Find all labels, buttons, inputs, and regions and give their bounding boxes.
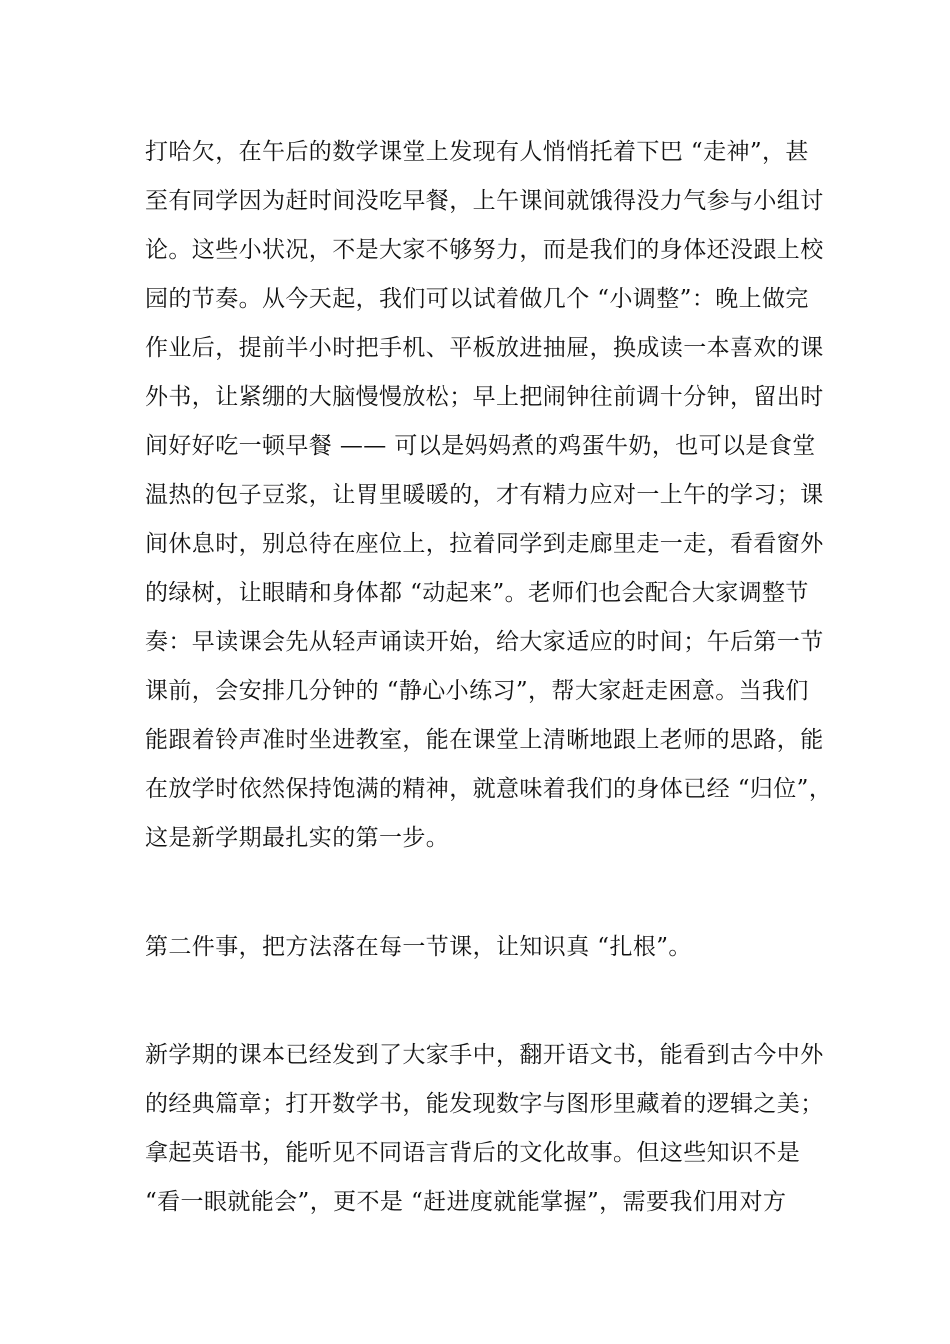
paragraph-line: 作业后，提前半小时把手机、平板放进抽屉，换成读一本喜欢的课 bbox=[145, 335, 824, 361]
paragraph-line: 的经典篇章；打开数学书，能发现数字与图形里藏着的逻辑之美； bbox=[145, 1091, 824, 1117]
paragraph-line: 在放学时依然保持饱满的精神，就意味着我们的身体已经 “归位”， bbox=[145, 776, 833, 802]
section-heading: 第二件事，把方法落在每一节课，让知识真 “扎根”。 bbox=[145, 934, 692, 960]
paragraph-line: 至有同学因为赶时间没吃早餐，上午课间就饿得没力气参与小组讨 bbox=[145, 188, 824, 214]
paragraph-line: 外书，让紧绷的大脑慢慢放松；早上把闹钟往前调十分钟，留出时 bbox=[145, 384, 824, 410]
paragraph-line: 奏：早读课会先从轻声诵读开始，给大家适应的时间；午后第一节 bbox=[145, 629, 824, 655]
paragraph-line: 拿起英语书，能听见不同语言背后的文化故事。但这些知识不是 bbox=[145, 1140, 801, 1166]
paragraph-line: 园的节奏。从今天起，我们可以试着做几个 “小调整”：晚上做完 bbox=[145, 286, 809, 312]
paragraph-line: 这是新学期最扎实的第一步。 bbox=[145, 825, 450, 851]
paragraph-line: 打哈欠，在午后的数学课堂上发现有人悄悄托着下巴 “走神”，甚 bbox=[145, 139, 809, 165]
paragraph-line: 能跟着铃声准时坐进教室，能在课堂上清晰地跟上老师的思路，能 bbox=[145, 727, 824, 753]
paragraph-line: 论。这些小状况，不是大家不够努力，而是我们的身体还没跟上校 bbox=[145, 237, 824, 263]
paragraph-line: 新学期的课本已经发到了大家手中，翻开语文书，能看到古今中外 bbox=[145, 1042, 824, 1068]
paragraph-line: 间休息时，别总待在座位上，拉着同学到走廊里走一走，看看窗外 bbox=[145, 531, 824, 557]
paragraph-line: 课前，会安排几分钟的 “静心小练习”，帮大家赶走困意。当我们 bbox=[145, 678, 809, 704]
paragraph-line: 温热的包子豆浆，让胃里暖暖的，才有精力应对一上午的学习；课 bbox=[145, 482, 824, 508]
paragraph-line: 间好好吃一顿早餐 —— 可以是妈妈煮的鸡蛋牛奶，也可以是食堂 bbox=[145, 433, 816, 459]
paragraph-line: 的绿树，让眼睛和身体都 “动起来”。老师们也会配合大家调整节 bbox=[145, 580, 809, 606]
paragraph-line: “看一眼就能会”，更不是 “赶进度就能掌握”，需要我们用对方 bbox=[145, 1189, 787, 1215]
